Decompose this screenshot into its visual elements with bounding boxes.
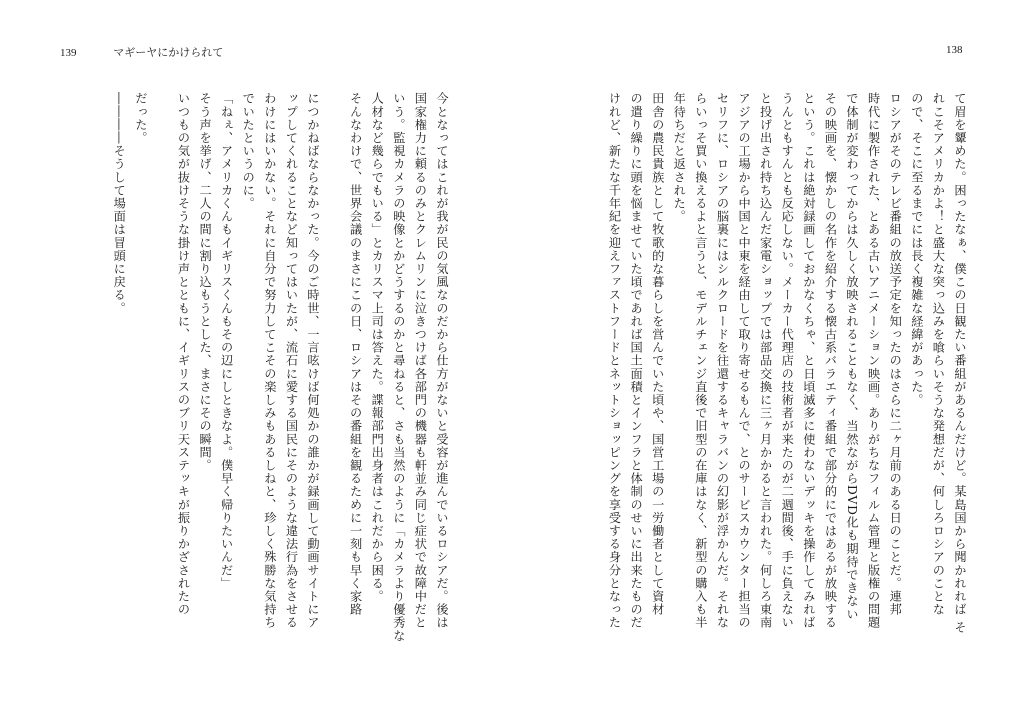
- text-column: につかねばならなかった。今のご時世、一言呟けば何処かの誰かが録画して動画サイトにア: [306, 92, 321, 630]
- left-page-header: [60, 44, 223, 60]
- text-column: でいたというのに。: [241, 92, 256, 210]
- right-page-number: 138: [946, 44, 963, 56]
- text-column: わけにはいかない。それに自分で努力してこその楽しみもあるしねと、珍しく殊勝な気持ち: [262, 92, 277, 630]
- right-page-body: [586, 92, 970, 672]
- text-column: という。これは絶対録画しておかなくちゃ、と日頃滅多に使わないデッキを操作してみれば: [801, 92, 816, 630]
- text-column: ので、そこに至るまでには長く複雑な経緯があった。: [909, 92, 924, 407]
- text-column: だった。: [133, 92, 148, 145]
- running-title: マギーヤにかけられて: [113, 47, 224, 59]
- text-column: けれど、新たな千年紀を迎えファストフードとネットショッピングを享受する身分となった: [607, 92, 622, 630]
- text-column: らいっそ買い換えるよと言うと、モデルチェンジ直後で旧型の在庫はなく、新型の購入も半: [693, 92, 708, 630]
- text-column: 今となってはこれが我が民の気風なのだから仕方がないと受容が進んでいるロシアだ。後は: [435, 92, 449, 630]
- right-page-header: [946, 44, 963, 56]
- text-column: 人材など幾らでもいる」とカリスマ上司は答えた。諜報部門出身者はこれだから困る。: [370, 92, 385, 603]
- left-page-body: [64, 92, 452, 672]
- text-column: セリフに、ロシアの脳裏にはシルクロードを往還するキャラバンの幻影が浮かんだ。それな: [715, 92, 730, 630]
- text-column: の遣り繰りに頭を悩ませていた頃であれば国土面積とインフラと体制のせいに出来たものだ: [629, 92, 644, 630]
- text-column: ロシアがそのテレビ番組の放送予定を知ったのはさらに二ヶ月前のある日のことだ。連邦: [888, 92, 903, 616]
- text-column: 国家権力に頼るのみとクレムリンに泣きつけば各部門の機器も軒並み同じ症状で故障中だと: [413, 92, 428, 630]
- text-column: そんなわけで、世界会議のまさにこの日、ロシアはその番組を観るために一刻も早く家路: [348, 92, 363, 616]
- text-column: 田舎の農民貴族として牧歌的な暮らしを営んでいた頃や、国営工場の一労働者として資材: [650, 92, 665, 616]
- text-column: で体制が変わってからは久しく放映されることもなく、当然ながらDVD化も期待できない: [845, 92, 860, 621]
- text-column: 「ねぇ、アメリカくんもイギリスくんもその辺にしときなよ。僕早く帰りたいんだ」: [219, 92, 234, 590]
- text-column: ――――そうして場面は冒頭に戻る。: [112, 92, 127, 315]
- text-column: ップしてくれることなど知ってはいたが、流石に愛する国民にそのような違法行為をさせる: [284, 92, 299, 630]
- text-column: と投げ出され持ち込んだ家電ショップでは部品交換に三ヶ月かかると言われた。何しろ東南: [758, 92, 773, 630]
- text-column: いう。監視カメラの映像とかどうするのかと尋ねると、さも当然のように「カメラより優秀な: [391, 92, 406, 643]
- text-column: れこそアメリカかよ！と盛大な突っ込みを喰らいそうな発想だが、何しろロシアのことな: [931, 92, 946, 616]
- text-column: うんともすんとも反応しない。メーカー代理店の技術者が来たのが二週間後、手に負えない: [780, 92, 795, 630]
- text-column: アジアの工場から中国と中東を経由して取り寄せるもんで、とのサービスカウンター担当の: [737, 92, 752, 630]
- text-column: 時代に製作された、とある古いアニメーション映画。ありがちなフィルム管理と版権の問題: [866, 92, 881, 630]
- text-column: その映画を、懐かしの名作を紹介する懐古系バラエティ番組で部分的にではあるが放映する: [823, 92, 838, 630]
- text-column: いつもの気が抜けそうな掛け声とともに、イギリスのブリ天ステッキが振りかざされたの: [176, 92, 191, 616]
- text-column: 年待ちだと返された。: [672, 92, 687, 223]
- text-column: て眉を顰めた。困ったなぁ、僕この日観たい番組があるんだけど。某島国から聞かれれば そ: [953, 92, 967, 634]
- text-column: そう声を挙げ、二人の間に割り込もうとした、まさにその瞬間。: [198, 92, 213, 472]
- left-page-number: 139: [60, 47, 77, 59]
